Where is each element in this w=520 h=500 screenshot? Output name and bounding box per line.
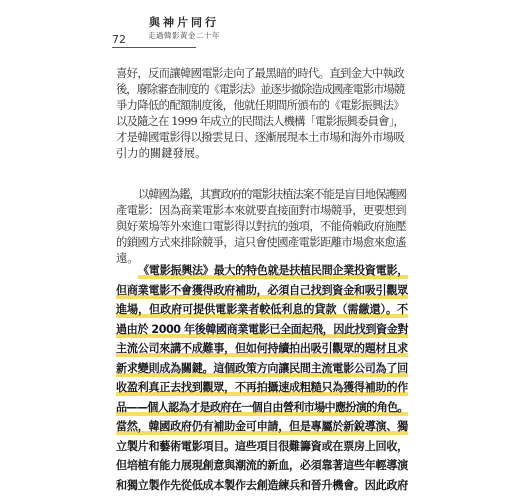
text-line-content: 但商業電影不會獲得政府補助，必須自己找到資金和吸引觀眾 — [116, 283, 408, 297]
text-line-content: 《電影振興法》最大的特色就是扶植民間企業投資電影， — [138, 264, 408, 277]
text-line-content: 立製片和藝術電影項目。這些項目很難籌資或在票房上回收， — [116, 439, 408, 453]
text-line — [116, 361, 408, 377]
text-line-content: 後，廢除審查制度的《電影法》並逐步撤除造成國產電影市場競 — [116, 83, 404, 96]
text-line — [116, 235, 406, 251]
text-line — [116, 439, 408, 455]
text-line — [116, 302, 408, 318]
text-line-content: 遠。 — [116, 252, 139, 265]
text-line — [116, 114, 404, 130]
text-line — [138, 263, 408, 279]
text-line-content: 收盈利真正去找到觀眾，不再拍攝速成粗糙只為獲得補助的作 — [116, 381, 408, 394]
text-line-content: 以及隨之在 1999 年成立的民間法人機構「電影振興委員會」， — [116, 115, 404, 128]
text-line-content: 爭力降低的配額制度後，他就任期間所頒布的《電影振興法》 — [116, 99, 404, 112]
text-line-content: 新求變則成為關鍵。這個政策方向讓民間主流電影公司為了回 — [116, 361, 408, 375]
header-divider — [112, 47, 196, 48]
text-line — [116, 251, 139, 267]
text-line — [116, 322, 408, 338]
book-subtitle: 走過韓影黃金二十年 — [148, 31, 220, 40]
text-line-content: 主流公司來講不成難事，但如何持續拍出吸引觀眾的題材且求 — [116, 342, 408, 355]
text-line-content: 才是韓國電影得以撥雲見日、逐漸展現本土市場和海外市場吸 — [116, 131, 404, 144]
text-line — [116, 478, 408, 494]
text-line-content: 以韓國為鑑，其實政府的電影扶植法案不能是盲目地保護國 — [138, 188, 406, 201]
text-line — [116, 380, 408, 396]
text-line-content: 品——個人認為才是政府在一個自由營利市場中應扮演的角色。 — [116, 400, 408, 414]
text-line-content: 與好萊塢等外來進口電影得以對抗的強項，不能倚賴政府施壓 — [116, 220, 406, 233]
text-line — [116, 219, 406, 235]
text-line-content: 過由於 2000 年後韓國商業電影已全面起飛，因此找到資金對 — [116, 322, 408, 336]
text-line — [138, 187, 406, 203]
text-line-content: 但培植有能力展現創意與潮流的新血，必須靠著這些年輕導演 — [116, 459, 408, 472]
page-number: 72 — [112, 33, 126, 46]
book-title: 與神片同行 — [149, 16, 219, 29]
text-line — [116, 146, 206, 162]
text-line-content: 的鎖國方式來排除競爭，這只會使國產電影距離市場愈來愈遙 — [116, 236, 406, 249]
text-line — [116, 82, 404, 98]
text-line-content: 當然，韓國政府仍有補助金可申請，但是專屬於新銳導演、獨 — [116, 420, 408, 433]
text-line-content: 進場，但政府可提供電影業者較低利息的貸款（需繳還）。不 — [116, 303, 408, 316]
text-line-content: 引力的關鍵發展。 — [116, 147, 207, 160]
text-line — [116, 98, 404, 114]
text-line-content: 產電影：因為商業電影本來就要直接面對市場競爭，更要想到 — [116, 204, 406, 217]
text-line — [116, 400, 408, 416]
text-line — [116, 130, 404, 146]
text-line-content: 喜好，反而讓韓國電影走向了最黑暗的時代。直到金大中執政 — [116, 67, 404, 80]
text-line-content: 和獨立製作先從低成本製作去創造練兵和晉升機會。因此政府 — [116, 478, 408, 492]
text-line — [116, 341, 408, 357]
text-line — [116, 203, 406, 219]
text-line — [116, 66, 404, 82]
text-line — [116, 458, 408, 474]
running-header — [148, 17, 220, 40]
text-line — [116, 283, 408, 299]
text-line — [116, 419, 408, 435]
